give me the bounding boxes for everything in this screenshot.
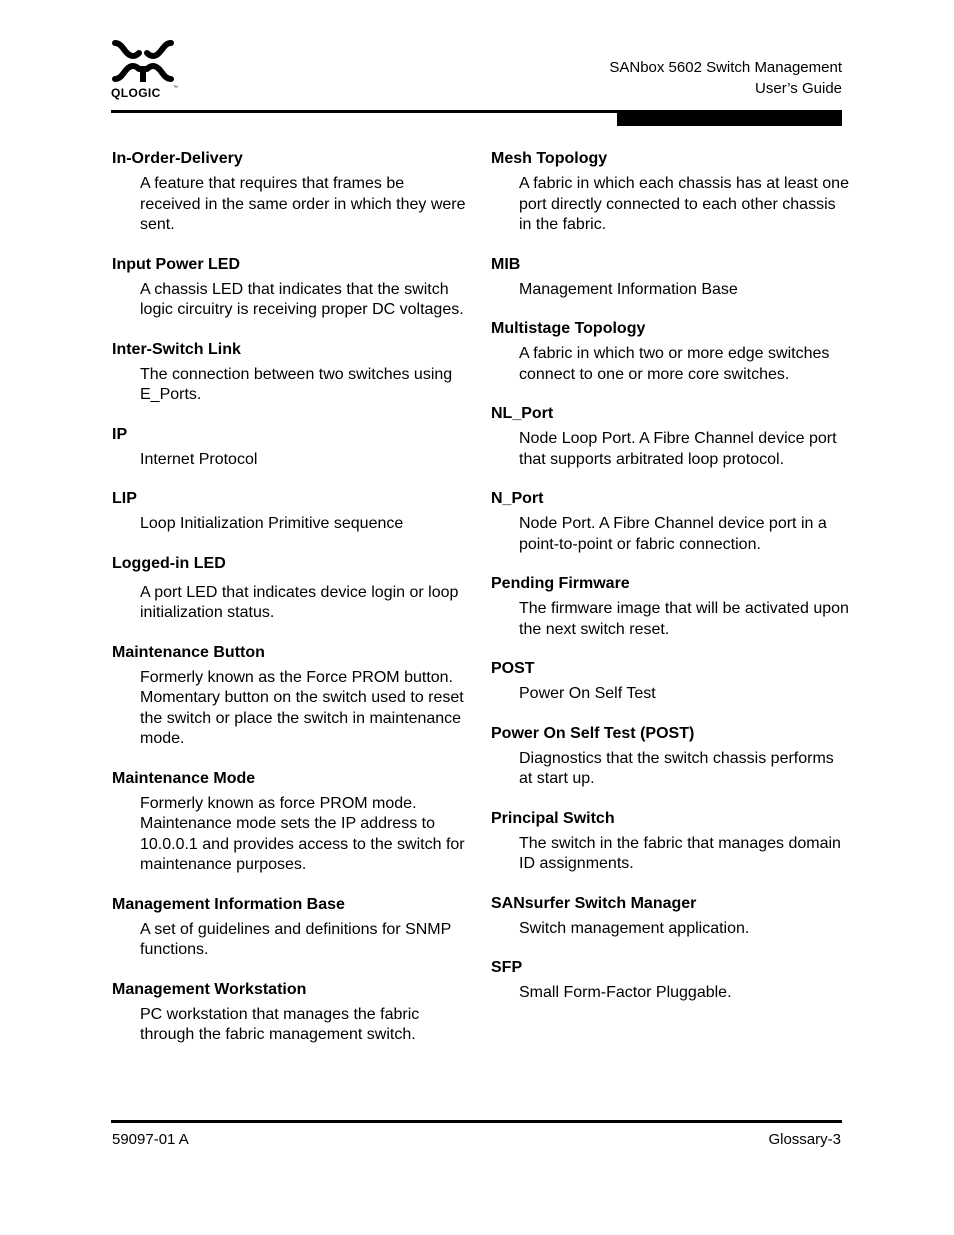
glossary-entry	[491, 319, 851, 385]
glossary-term: Management Information Base	[112, 895, 345, 913]
glossary-term: Maintenance Button	[112, 643, 265, 661]
glossary-term: MIB	[491, 255, 521, 273]
glossary-entry	[491, 958, 851, 1004]
glossary-entry	[112, 255, 467, 321]
glossary-definition: A fabric in which each chassis has at least one port directly connected to each other chassis in the fabric.	[519, 175, 849, 233]
glossary-term: In-Order-Delivery	[112, 150, 243, 167]
glossary-entry	[112, 489, 467, 535]
glossary-definition: Node Port. A Fibre Channel device port in a point-to-point or fabric connection.	[519, 515, 827, 553]
glossary-definition: Switch management application.	[519, 919, 750, 937]
glossary-entry	[491, 255, 851, 301]
glossary-entry	[112, 895, 467, 961]
glossary-term: SFP	[491, 959, 523, 976]
header-bar	[617, 110, 842, 126]
qlogic-logo	[111, 39, 178, 101]
glossary-entry	[491, 489, 851, 555]
glossary-definition: Management Information Base	[519, 280, 738, 298]
glossary-entry	[491, 659, 851, 705]
glossary-term: N_Port	[491, 490, 544, 507]
qlogic-logo-icon	[111, 39, 175, 85]
glossary-entry	[491, 724, 851, 790]
glossary-term: LIP	[112, 490, 137, 507]
glossary-term: Input Power LED	[112, 255, 240, 273]
header-subtitle: User’s Guide	[755, 80, 842, 97]
glossary-definition: PC workstation that manages the fabric through the fabric management switch.	[140, 1005, 420, 1043]
glossary-column-left	[112, 149, 467, 1065]
glossary-term: Power On Self Test (POST)	[491, 724, 695, 742]
glossary-column-right	[491, 149, 851, 1023]
glossary-definition: The firmware image that will be activated upon the next switch reset.	[519, 600, 849, 638]
glossary-definition: Small Form-Factor Pluggable.	[519, 984, 732, 1001]
glossary-entry	[112, 340, 467, 406]
glossary-definition: A chassis LED that indicates that the switch logic circuitry is receiving proper DC voltages.	[140, 280, 464, 318]
glossary-definition: The connection between two switches using E_Ports.	[140, 365, 453, 403]
glossary-definition: Loop Initialization Primitive sequence	[140, 515, 404, 532]
glossary-term: Multistage Topology	[491, 320, 646, 337]
header-title: SANbox 5602 Switch Management	[609, 59, 842, 76]
glossary-entry	[491, 149, 851, 236]
glossary-term: SANsurfer Switch Manager	[491, 894, 697, 912]
footer-page-number: Glossary-3	[768, 1131, 841, 1148]
glossary-term: Inter-Switch Link	[112, 340, 241, 358]
glossary-definition: The switch in the fabric that manages domain ID assignments.	[519, 834, 841, 872]
glossary-definition: Internet Protocol	[140, 450, 258, 468]
glossary-term: Principal Switch	[491, 809, 615, 827]
footer-rule	[111, 1120, 842, 1123]
glossary-entry	[112, 643, 467, 750]
glossary-entry	[112, 149, 467, 236]
glossary-term: Management Workstation	[112, 980, 307, 998]
logo-wordmark: QLOGIC	[111, 86, 161, 100]
glossary-entry	[112, 425, 467, 471]
glossary-term: POST	[491, 660, 535, 677]
glossary-term: Pending Firmware	[491, 575, 630, 592]
glossary-definition: A fabric in which two or more edge switches connect to one or more core switches.	[519, 345, 830, 383]
glossary-entry	[491, 809, 851, 875]
glossary-term: Mesh Topology	[491, 150, 608, 167]
glossary-definition: A feature that requires that frames be received in the same order in which they were sent.	[140, 175, 466, 233]
glossary-definition: Diagnostics that the switch chassis performs at start up.	[519, 749, 834, 787]
logo-trademark: ™	[173, 85, 178, 91]
glossary-entry	[112, 980, 467, 1046]
glossary-definition: A port LED that indicates device login or loop initialization status.	[140, 583, 459, 621]
glossary-entry	[112, 554, 467, 624]
glossary-entry	[491, 404, 851, 470]
glossary-term: NL_Port	[491, 405, 554, 422]
glossary-entry	[491, 894, 851, 940]
glossary-definition: A set of guidelines and definitions for SNMP functions.	[140, 920, 451, 958]
glossary-definition: Formerly known as the Force PROM button. Momentary button on the switch used to reset the switch or place the switch in maintenance mode.	[140, 668, 464, 747]
glossary-definition: Power On Self Test	[519, 685, 656, 702]
glossary-term: IP	[112, 425, 128, 443]
glossary-term: Maintenance Mode	[112, 769, 256, 787]
footer-doc-number: 59097-01 A	[112, 1131, 189, 1148]
glossary-entry	[491, 574, 851, 640]
running-header	[609, 57, 842, 99]
glossary-definition: Formerly known as force PROM mode. Maintenance mode sets the IP address to 10.0.0.1 and provides access to the switch for maintenance purposes.	[140, 794, 465, 873]
glossary-entry	[112, 769, 467, 876]
glossary-definition: Node Loop Port. A Fibre Channel device port that supports arbitrated loop protocol.	[519, 430, 837, 468]
glossary-term: Logged-in LED	[112, 554, 226, 572]
